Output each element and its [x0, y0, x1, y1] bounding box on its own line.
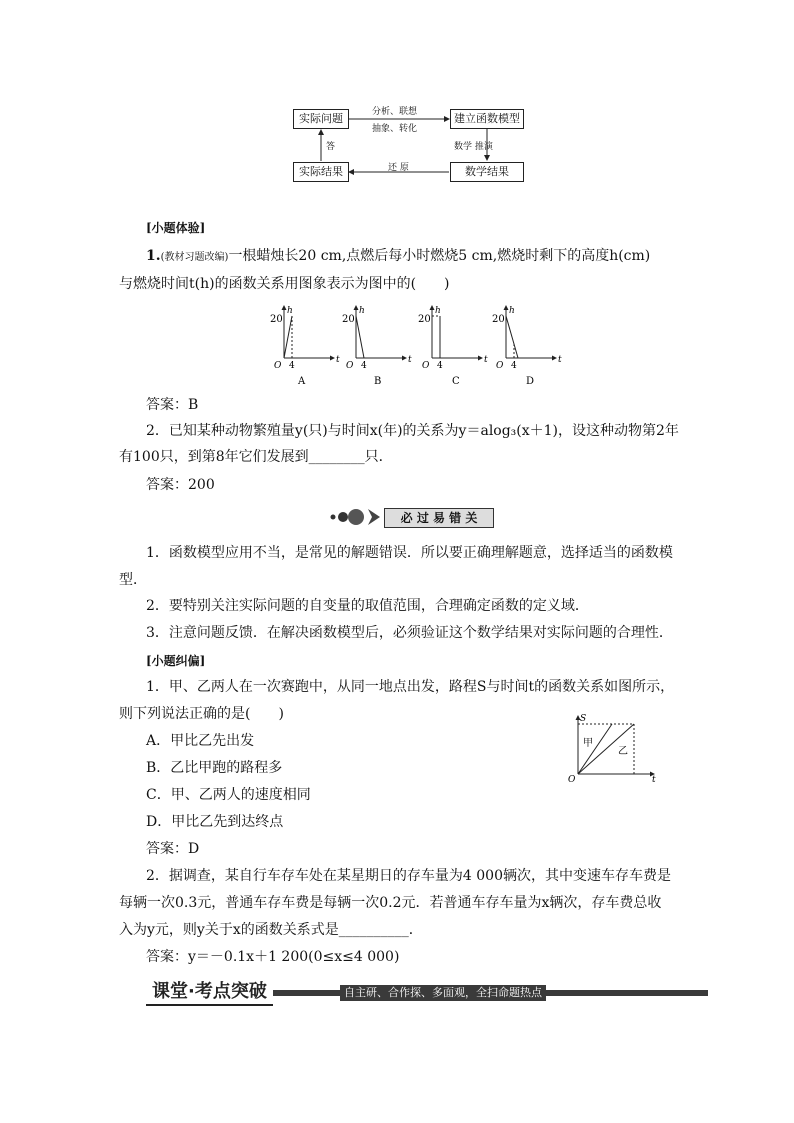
graph-d-label: D [526, 376, 535, 387]
svg-text:h: h [287, 306, 293, 316]
question-1-answer: 答案：B [146, 397, 199, 413]
svg-text:O: O [422, 361, 430, 371]
graph-a-label: A [298, 376, 306, 387]
svg-text:h: h [359, 306, 365, 316]
svg-text:h: h [435, 306, 441, 316]
flow-box-model: 建立函数模型 [450, 109, 524, 129]
race-question-line-2: 则下列说法正确的是( ) [119, 706, 284, 722]
option-d: D．甲比乙先到达终点 [146, 814, 284, 830]
graph-b-label: B [374, 376, 382, 387]
flow-label-top-1: 分析、联想 [372, 107, 418, 117]
divider-title: 必 过 易 错 关 [384, 508, 494, 528]
graph-b [342, 306, 412, 387]
race-line-jia [578, 724, 612, 774]
svg-text:20: 20 [492, 314, 505, 325]
flow-label-left: 答 [326, 142, 336, 152]
parking-answer: 答案：y＝－0.1x＋1 200(0≤x≤4 000) [146, 949, 400, 965]
svg-text:4: 4 [289, 361, 295, 371]
graph-a [270, 306, 340, 387]
flow-box-math-result: 数学结果 [450, 162, 524, 182]
flow-box-real-problem: 实际问题 [293, 109, 349, 129]
option-a: A．甲比乙先出发 [146, 733, 255, 749]
svg-text:h: h [509, 306, 515, 316]
section-heading-xiaoti-tiyan: [小题体验] [146, 221, 206, 235]
banner-title: 课堂·考点突破 [146, 980, 273, 1006]
question-2-line-1: 2．已知某种动物繁殖量y(只)与时间x(年)的关系为y＝alog₃(x＋1)，设这种动物第2年 [146, 423, 679, 439]
graph-c-label: C [452, 376, 460, 387]
svg-text:O: O [346, 361, 354, 371]
question-1-line-1 [146, 247, 650, 267]
question-2-answer: 答案：200 [146, 477, 215, 493]
section-heading-xiaoti-jiupian: [小题纠偏] [146, 654, 206, 668]
flow-label-top-2: 抽象、转化 [372, 124, 418, 134]
question-number: 1. [146, 248, 161, 264]
parking-question-line-3: 入为y元，则y关于x的函数关系式是__________． [119, 922, 423, 938]
svg-text:t: t [484, 355, 488, 365]
svg-text:t: t [652, 775, 656, 785]
svg-text:t: t [558, 355, 562, 365]
candle-graph-options [260, 300, 560, 390]
graph-b-line [356, 316, 364, 358]
question-source-tag: (教材习题改编) [160, 252, 229, 263]
svg-text:4: 4 [361, 361, 367, 371]
svg-text:O: O [568, 775, 576, 785]
svg-text:4: 4 [511, 361, 517, 371]
banner-subtitle: 自主研、合作探、多面观，全扫命题热点 [340, 985, 546, 1001]
flow-box-real-result: 实际结果 [293, 162, 349, 182]
race-graph [562, 712, 662, 792]
graph-c [418, 306, 488, 387]
flow-label-bottom: 还 原 [388, 163, 409, 173]
question-2-line-2: 有100只，到第8年它们发展到________只． [119, 449, 393, 465]
graph-a-y-tick: 20 [270, 314, 283, 325]
flow-label-right: 数学 推演 [454, 142, 493, 152]
divider-dots-icon [328, 506, 384, 528]
tip-3: 3．注意问题反馈．在解决函数模型后，必须验证这个数学结果对实际问题的合理性． [146, 625, 673, 641]
tip-1-line-1: 1．函数模型应用不当，是常见的解题错误．所以要正确理解题意，选择适当的函数模 [146, 545, 673, 561]
tip-1-line-2: 型． [119, 572, 147, 588]
svg-text:20: 20 [418, 314, 431, 325]
graph-a-line [284, 316, 292, 358]
race-question-line-1: 1．甲、乙两人在一次赛跑中，从同一地点出发，路程S与时间t的函数关系如图所示， [146, 679, 675, 695]
svg-text:O: O [274, 361, 282, 371]
race-answer: 答案：D [146, 841, 200, 857]
svg-text:t: t [336, 355, 340, 365]
race-label-yi: 乙 [618, 746, 628, 757]
graph-d [492, 306, 562, 387]
svg-text:S: S [580, 714, 587, 724]
parking-question-line-1: 2．据调查，某自行车存车处在某星期日的存车量为4 000辆次，其中变速车存车费是 [146, 868, 671, 884]
svg-text:4: 4 [437, 361, 443, 371]
question-text: 一根蜡烛长20 cm,点燃后每小时燃烧5 cm,燃烧时剩下的高度h(cm) [228, 248, 651, 264]
question-1-line-2: 与燃烧时间t(h)的函数关系用图象表示为图中的( ) [119, 276, 450, 292]
tip-2: 2．要特别关注实际问题的自变量的取值范围，合理确定函数的定义域． [146, 598, 589, 614]
svg-text:20: 20 [342, 314, 355, 325]
graph-d-line [506, 316, 518, 358]
race-label-jia: 甲 [583, 738, 593, 749]
option-b: B．乙比甲跑的路程多 [146, 760, 283, 776]
parking-question-line-2: 每辆一次0.3元，普通车存车费是每辆一次0.2元．若普通车存车量为x辆次，存车费总收 [119, 895, 662, 911]
svg-text:O: O [496, 361, 504, 371]
option-c: C．甲、乙两人的速度相同 [146, 787, 311, 803]
svg-text:t: t [408, 355, 412, 365]
